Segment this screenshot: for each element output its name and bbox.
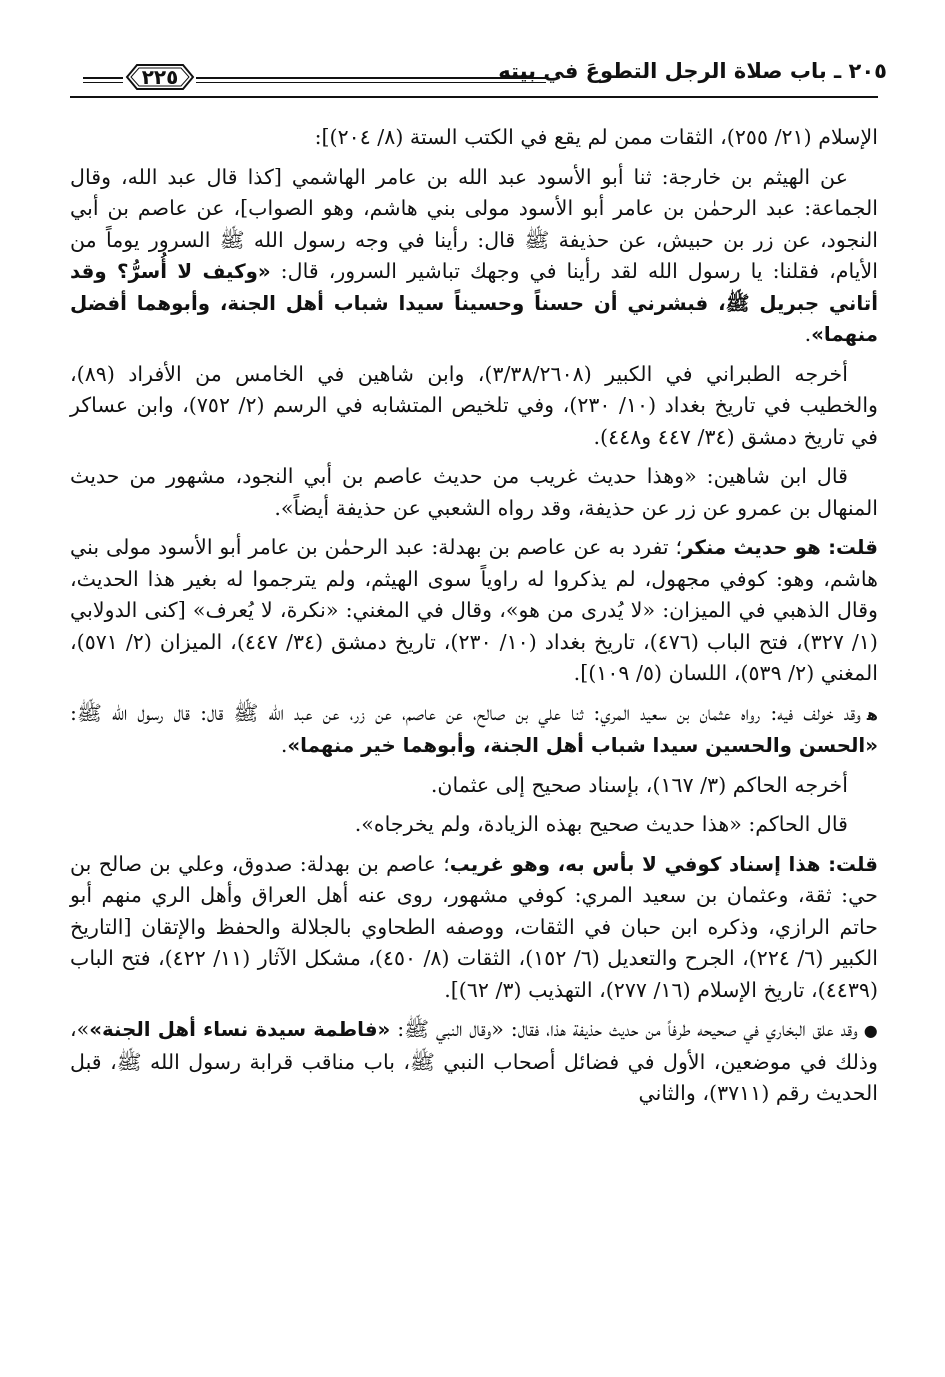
chapter-heading: ٢٠٥ ـ باب صلاة الرجل التطوعَ في بيته [498,59,887,83]
page-number-badge [125,62,195,92]
body-text: أخرجه الحاكم (٣/ ١٦٧)، بإسناد صحيح إلى عثمان. [430,772,848,797]
body-text: ؛ عاصم بن بهدلة: صدوق، وعلي بن صالح بن حي: ثقة، وعثمان بن سعيد المري: كوفي مشهور، روى عنه أهل العراق وأهل الري منهم أبو حاتم الرازي، وذكره ابن حبان في الثقات، ووصفه الطحاوي بالجلالة والحفظ والإتقان [التاريخ الكبير (٦/ ٢٢٤)، الجرح والتعديل (٦/ ١٥٢)، الثقات (٨/ ٤٥٠)، مشكل الآثار (١١/ ٤٢٢)، فتح الباب (٤٤٣٩)، تاريخ الإسلام (١٦/ ٢٧٧)، التهذيب (٣/ ٦٢)]. [70,851,878,1002]
section-marker-icon: ﻫ [866,704,878,724]
paragraph [70,461,878,524]
page-number: ٢٢٥ [141,65,179,89]
header-rule-left [83,77,123,83]
body-text: وقد علق البخاري في صحيحه طرفاً من حديث حذيفة هذا، فقال: «وقال النبي ﷺ: [390,1017,858,1041]
paragraph [70,359,878,454]
body-text: ؛ تفرد به عن عاصم بن بهدلة: عبد الرحمٰن بن عامر أبو الأسود مولى بني هاشم، وهو: كوفي مجهول، لم يذكروا له راوياً سوى الهيثم، ولم يترجموا له بغير هذا الحديث، وقال الذهبي في الميزان: «لا يُدرى من هو»، وقال في المغني: «نكرة، لا يُعرف» [كنى الدولابي (١/ ٣٢٧)، فتح الباب (٤٧٦)، تاريخ بغداد (١٠/ ٢٣٠)، تاريخ دمشق (٣٤/ ٤٤٧)، الميزان (٢/ ٥٧١)، المغني (٢/ ٥٣٩)، اللسان (٥/ ١٠٩)]. [70,535,878,685]
paragraph [70,1014,878,1110]
body-text: الإسلام (٢١/ ٢٥٥)، الثقات ممن لم يقع في الكتب الستة (٨/ ٢٠٤)]: [314,125,878,149]
page-body [70,122,878,1118]
header-rule [196,77,546,83]
header-underline [70,96,878,98]
paragraph [70,698,878,762]
paragraph [70,770,878,802]
body-text: أخرجه الطبراني في الكبير (٣/٣٨/٢٦٠٨)، وابن شاهين في الخامس من الأفراد (٨٩)، والخطيب في تاريخ بغداد (١٠/ ٢٣٠)، وفي تلخيص المتشابه في الرسم (٢/ ٧٥٢)، وابن عساكر في تاريخ دمشق (٣٤/ ٤٤٧ و٤٤٨). [70,361,878,449]
paragraph [70,809,878,841]
body-text: وقد خولف فيه: رواه عثمان بن سعيد المري: ثنا علي بن صالح، عن عاصم، عن زر، عن عبد الله ﷺ قال: قال رسول الله ﷺ: [70,700,861,725]
body-text: عن الهيثم بن خارجة: ثنا أبو الأسود عبد الله بن عامر الهاشمي [كذا قال عبد الله، وقال الجماعة: عبد الرحمٰن بن عامر أبو الأسود مولى بني هاشم، وهو الصواب]، عن عاصم بن أبي النجود، عن زر بن حبيش، عن حذيفة ﷺ قال: رأينا في وجه رسول الله ﷺ السرور يوماً من الأيام، فقلنا: يا رسول الله لقد رأينا في وجهك تباشير السرور، قال: [70,164,879,283]
paragraph [70,162,878,351]
paragraph [70,532,878,690]
emphasized-text: «فاطمة سيدة نساء أهل الجنة» [89,1018,391,1041]
body-text: قال الحاكم: «هذا حديث صحيح بهذه الزيادة، ولم يخرجاه». [354,812,848,836]
body-text: . [280,733,288,757]
body-text: »، وذلك في موضعين، الأول في فضائل أصحاب النبي ﷺ، باب مناقب قرابة رسول الله ﷺ، قبل الحديث رقم (٣٧١١)، والثاني [70,1017,878,1105]
bullet-icon: ● [863,1021,879,1040]
body-text: . [804,322,812,346]
emphasized-text: «الحسن والحسين سيدا شباب أهل الجنة، وأبوهما خير منهما» [287,734,878,757]
emphasized-text: «وكيف لا أُسرُّ؟ وقد أتاني جبريل ﷺ، فبشرني أن حسناً وحسيناً سيدا شباب أهل الجنة، وأبوهما أفضل منهما» [70,260,878,346]
body-text: قال ابن شاهين: «وهذا حديث غريب من حديث عاصم بن أبي النجود، مشهور من حديث المنهال بن عمرو عن زر عن حذيفة، وقد رواه الشعبي عن حذيفة أيضاً». [70,464,878,520]
emphasized-text: قلت: هذا إسناد كوفي لا بأس به، وهو غريب [449,852,879,876]
emphasized-text: قلت: هو حديث منكر [682,536,878,559]
paragraph [70,849,878,1007]
paragraph [70,122,878,154]
